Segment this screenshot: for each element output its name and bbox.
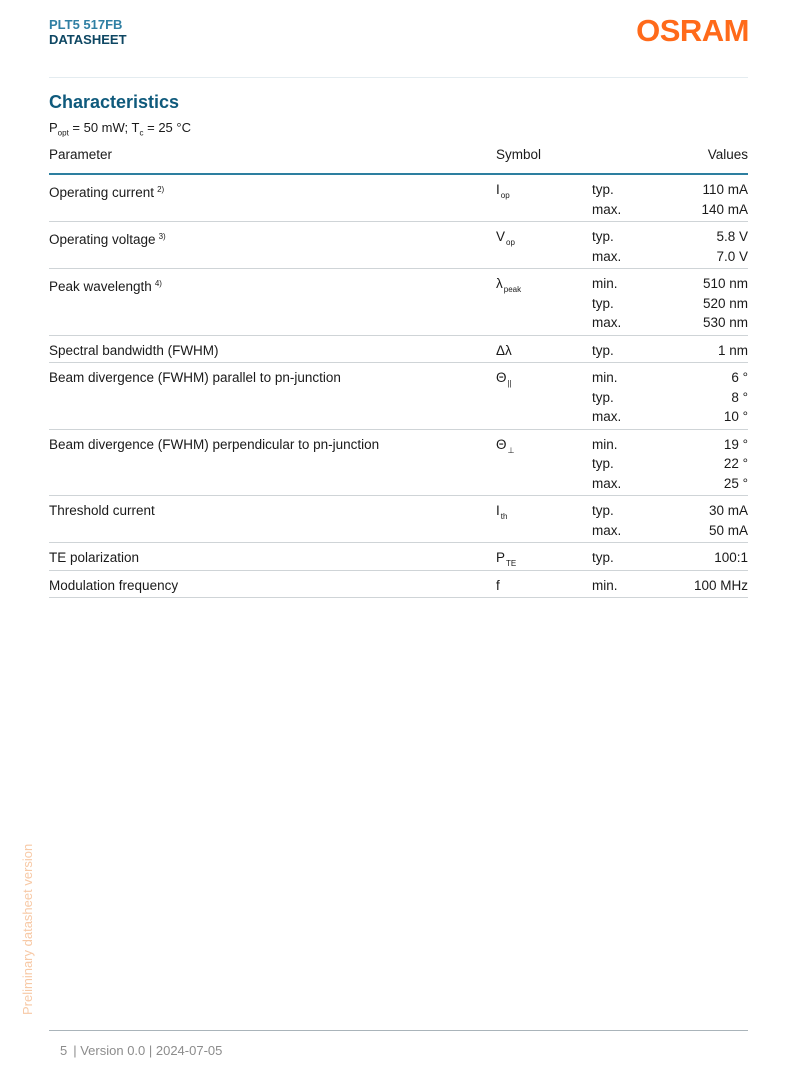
symbol: I (496, 182, 500, 197)
parameter-cell (49, 496, 155, 521)
value-kind-cell (592, 571, 618, 596)
page-number: 5 (60, 1043, 68, 1058)
value: 1 nm (717, 342, 748, 358)
footnote-ref: 3) (158, 232, 166, 241)
symbol-subscript: || (507, 379, 512, 388)
table-row (49, 496, 748, 543)
symbol: λ (496, 276, 503, 291)
header-divider (49, 77, 748, 78)
table-row (49, 175, 748, 222)
value: 5.8 V (716, 229, 748, 244)
parameter-name: Modulation frequency (49, 577, 179, 593)
value-cell (701, 175, 748, 219)
symbol: Θ (496, 436, 507, 452)
value: 30 mA (708, 503, 748, 518)
parameter-cell (49, 363, 341, 388)
parameter-cell (49, 543, 139, 568)
value: 6 ° (731, 370, 748, 385)
page-footer (49, 1043, 222, 1058)
parameter-name: Operating current (49, 185, 155, 200)
symbol-subscript: ⊥ (507, 445, 515, 455)
parameter-name: Beam divergence (FWHM) parallel to pn-junction (49, 370, 341, 385)
parameter-cell (49, 571, 178, 596)
symbol-subscript: op (506, 238, 515, 247)
value-cell (714, 543, 748, 568)
symbol-cell (496, 496, 507, 521)
value-kind: min. (592, 436, 618, 452)
document-type: DATASHEET (49, 32, 127, 47)
table-row (49, 336, 748, 364)
value-kind-cell (592, 430, 621, 494)
parameter-name: TE polarization (49, 550, 140, 565)
symbol-cell (496, 269, 521, 294)
value-kind: typ. (592, 389, 614, 405)
value: 19 ° (723, 436, 748, 452)
value: 520 nm (702, 295, 748, 311)
value: 510 nm (702, 276, 748, 291)
value-kind: typ. (592, 182, 614, 197)
value-kind: min. (592, 577, 618, 593)
table-row (49, 571, 748, 599)
value: 140 mA (701, 201, 748, 217)
header-symbol: Symbol (496, 147, 542, 162)
header-values: Values (707, 147, 748, 162)
value-kind: max. (592, 248, 622, 264)
test-conditions (49, 120, 191, 138)
symbol-cell (496, 430, 514, 455)
value-kind: max. (592, 475, 622, 491)
value-kind-cell (592, 496, 621, 540)
symbol-cell (496, 363, 512, 388)
value-kind-cell (592, 336, 614, 361)
symbol-cell (496, 336, 512, 361)
table-row (49, 222, 748, 269)
table-header (49, 143, 748, 175)
preliminary-label: Preliminary datasheet version (20, 843, 35, 1015)
t-value: = 25 °C (143, 120, 191, 135)
value-kind-cell (592, 269, 621, 333)
value: 110 mA (702, 182, 748, 197)
parameter-cell (49, 175, 164, 200)
value-kind-cell (592, 175, 621, 219)
value-kind: min. (592, 370, 618, 385)
t-subscript: c (139, 128, 144, 138)
value: 50 mA (708, 522, 748, 538)
footnote-ref: 2) (157, 185, 165, 194)
value-kind: max. (592, 409, 622, 424)
symbol: I (496, 503, 500, 518)
parameter-name: Peak wavelength (49, 279, 152, 294)
value-kind: max. (592, 522, 622, 538)
t-label: T (131, 120, 140, 135)
value: 100 MHz (693, 577, 748, 593)
value-kind: min. (592, 276, 618, 291)
value-kind: typ. (592, 456, 614, 471)
symbol: Θ (496, 370, 507, 385)
p-value: = 50 mW; (68, 120, 132, 135)
value-kind: typ. (592, 503, 614, 518)
value: 100:1 (714, 550, 748, 565)
value: 7.0 V (716, 248, 748, 264)
parameter-name: Threshold current (49, 503, 155, 518)
footnote-ref: 4) (154, 279, 162, 288)
parameter-name: Spectral bandwidth (FWHM) (49, 342, 219, 358)
value-kind: max. (592, 315, 622, 330)
value-kind: typ. (592, 550, 614, 565)
value-kind: typ. (592, 229, 614, 244)
table-row (49, 269, 748, 336)
symbol-cell (496, 571, 500, 596)
value-kind: typ. (592, 342, 614, 358)
value-kind: typ. (592, 295, 614, 311)
osram-logo: OSRAM (636, 13, 749, 48)
value-cell (694, 571, 748, 596)
symbol: V (496, 229, 506, 244)
symbol-cell (496, 543, 516, 568)
symbol-subscript: op (500, 191, 510, 200)
header-parameter: Parameter (49, 147, 113, 162)
parameter-name: Beam divergence (FWHM) perpendicular to pn-junction (49, 436, 380, 452)
table-row (49, 363, 748, 430)
p-label: P (49, 120, 58, 135)
value-kind-cell (592, 222, 621, 266)
parameter-cell (49, 430, 379, 455)
symbol: Δλ (496, 342, 512, 358)
value: 22 ° (723, 456, 748, 471)
section-title: Characteristics (49, 92, 180, 112)
value: 25 ° (723, 475, 748, 491)
footer-divider (49, 1030, 748, 1031)
symbol: f (496, 577, 500, 593)
value: 10 ° (723, 409, 748, 424)
table-body (49, 175, 748, 598)
parameter-cell (49, 336, 219, 361)
value-cell (724, 430, 748, 494)
symbol-subscript: th (500, 512, 508, 521)
symbol-subscript: TE (506, 559, 517, 568)
characteristics-table (49, 143, 748, 598)
value-cell (718, 336, 748, 361)
table-row (49, 430, 748, 497)
value-cell (724, 363, 748, 427)
value: 530 nm (702, 315, 748, 330)
document-header (49, 17, 127, 47)
value-kind-cell (592, 543, 614, 568)
parameter-cell (49, 222, 166, 247)
symbol-cell (496, 175, 510, 200)
value-kind-cell (592, 363, 621, 427)
version-info: | Version 0.0 | 2024-07-05 (73, 1043, 223, 1058)
symbol-cell (496, 222, 515, 247)
parameter-name: Operating voltage (49, 232, 156, 247)
p-subscript: opt (57, 128, 69, 138)
parameter-cell (49, 269, 162, 294)
value-cell (709, 496, 748, 540)
value-kind: max. (592, 201, 622, 217)
value-cell (703, 269, 748, 333)
product-name: PLT5 517FB (49, 17, 123, 32)
symbol: P (496, 550, 506, 565)
value-cell (716, 222, 748, 266)
value: 8 ° (731, 389, 748, 405)
symbol-subscript: peak (503, 285, 522, 294)
table-row (49, 543, 748, 571)
